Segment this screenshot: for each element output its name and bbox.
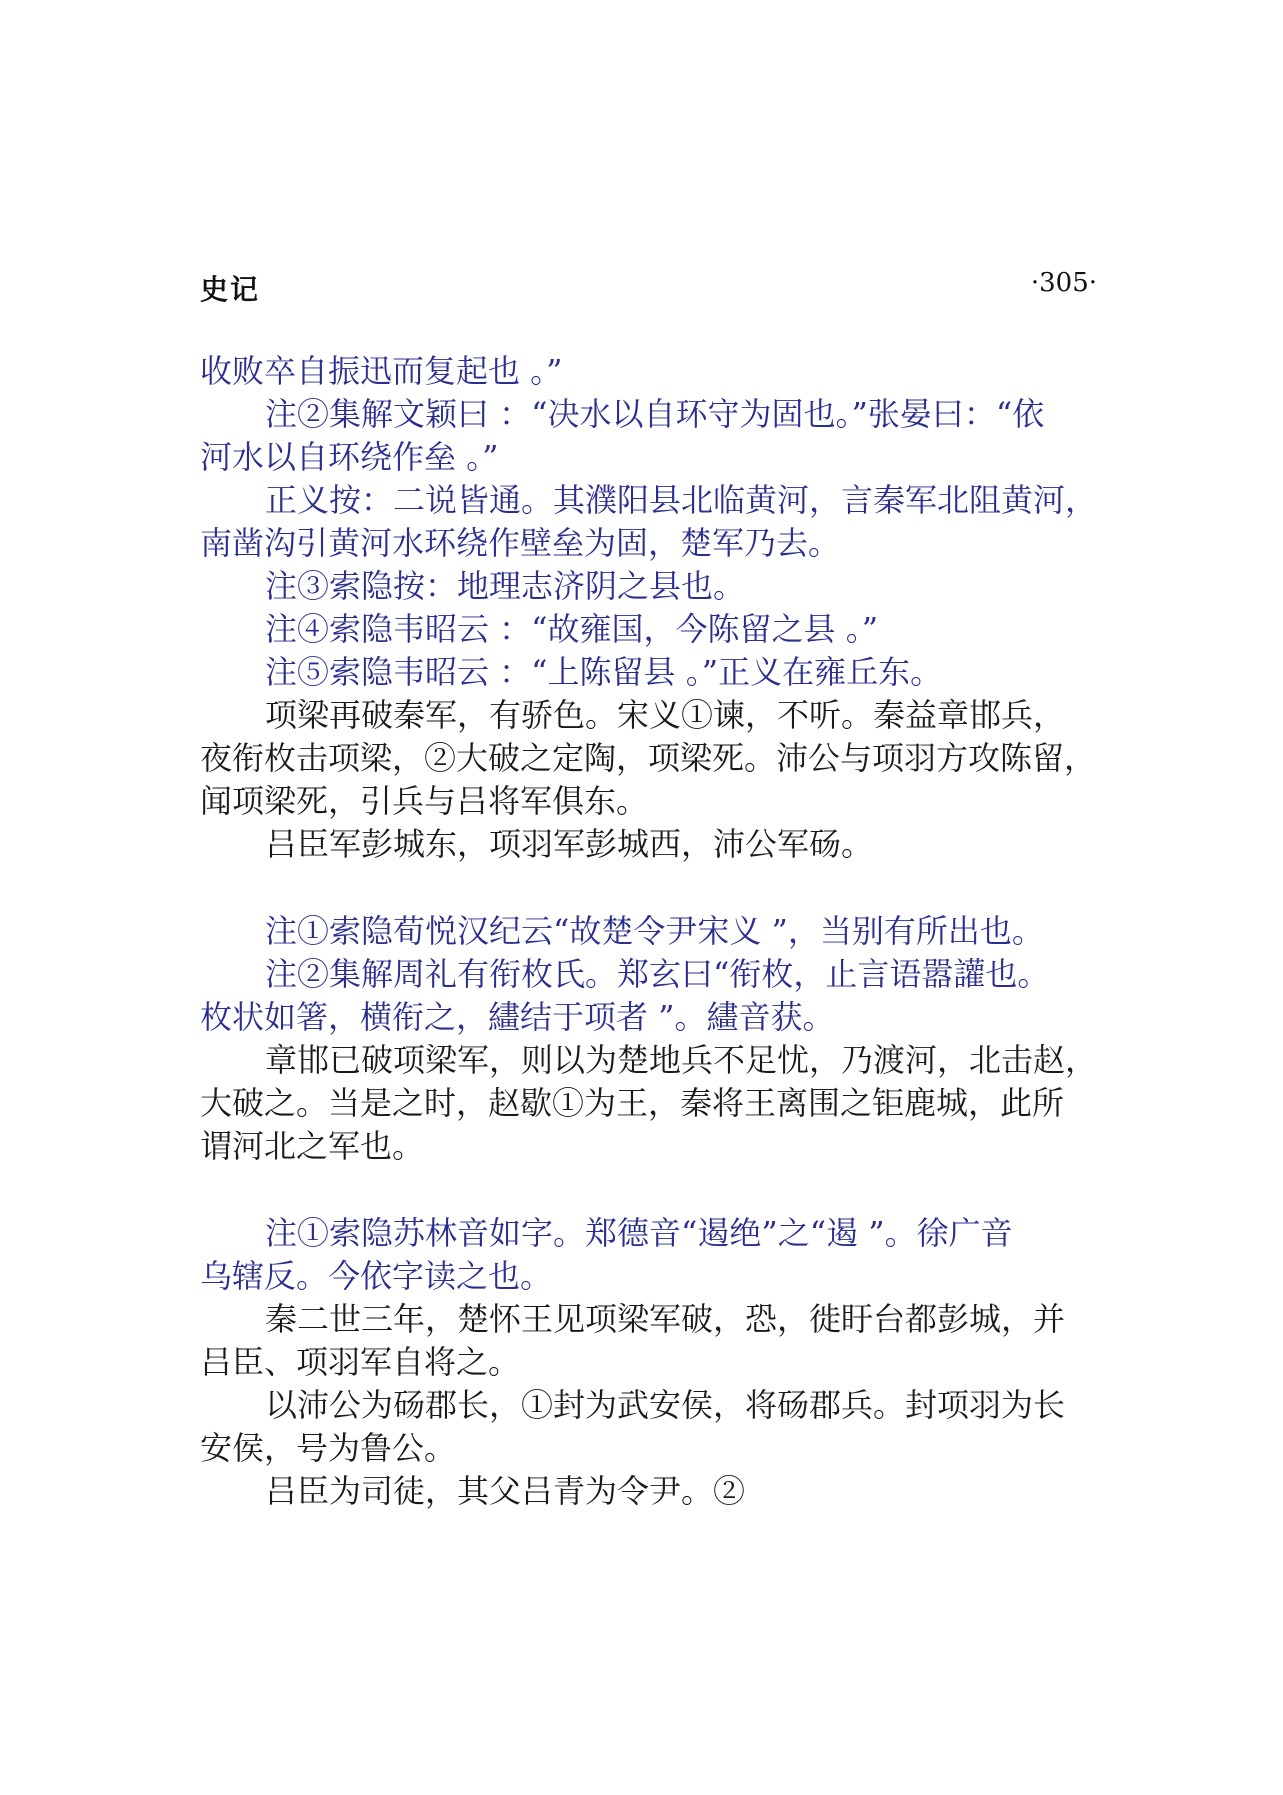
body-text [200,350,1100,1513]
running-head: 史记 [200,273,261,306]
note-line: 枚状如箸，横衔之，繣结于项者 ”。繣音获。 [200,998,835,1036]
note-line: 注②集解周礼有衔枚氏。郑玄曰“衔枚，止言语嚣讙也。 [265,955,1050,993]
note-line: 乌辖反。今依字读之也。 [200,1257,553,1295]
paragraph-gap [200,1168,1100,1212]
note-line: 河水以自环绕作垒 。” [200,438,499,476]
text-line: 闻项梁死，引兵与吕将军俱东。 [200,782,649,820]
note-line: 南凿沟引黄河水环绕作壁垒为固，楚军乃去。 [200,524,841,562]
note-line: 注①索隐荀悦汉纪云“故楚令尹宋义 ”，当别有所出也。 [265,912,1044,950]
text-line: 安侯，号为鲁公。 [200,1429,457,1467]
text-line: 谓河北之军也。 [200,1127,425,1165]
text-line: 项梁再破秦军，有骄色。宋义①谏，不听。秦益章邯兵， [265,696,1066,734]
paragraph-gap [200,866,1100,910]
note-line: 注①索隐苏林音如字。郑德音“遏绝”之“遏 ”。徐广音 [265,1214,1013,1252]
text-line: 秦二世三年，楚怀王见项梁军破，恐，徙盱台都彭城，并 [265,1300,1066,1338]
note-line: 注⑤索隐韦昭云 ：“上陈留县 。”正义在雍丘东。 [265,653,943,691]
text-line: 章邯已破项梁军，则以为楚地兵不足忧，乃渡河，北击赵， [265,1041,1098,1079]
note-line: 正义按：二说皆通。其濮阳县北临黄河，言秦军北阻黄河， [265,481,1098,519]
text-line: 吕臣、项羽军自将之。 [200,1343,521,1381]
page-header [200,268,1097,312]
page-number: ·305· [1030,268,1097,298]
text-line: 夜衔枚击项梁，②大破之定陶，项梁死。沛公与项羽方攻陈留， [200,739,1097,777]
text-line: 以沛公为砀郡长，①封为武安侯，将砀郡兵。封项羽为长 [265,1386,1066,1424]
note-line: 收败卒自振迅而复起也 。” [200,352,563,390]
text-line: 大破之。当是之时，赵歇①为王，秦将王离围之钜鹿城，此所 [200,1084,1065,1122]
text-line: 吕臣为司徒，其父吕青为令尹。② [265,1472,746,1510]
note-line: 注②集解文颖曰 ：“决水以自环守为固也。”张晏曰：“依 [265,395,1045,433]
note-line: 注④索隐韦昭云 ：“故雍国，今陈留之县 。” [265,610,879,648]
note-line: 注③索隐按：地理志济阴之县也。 [265,567,746,605]
text-line: 吕臣军彭城东，项羽军彭城西，沛公军砀。 [265,825,874,863]
